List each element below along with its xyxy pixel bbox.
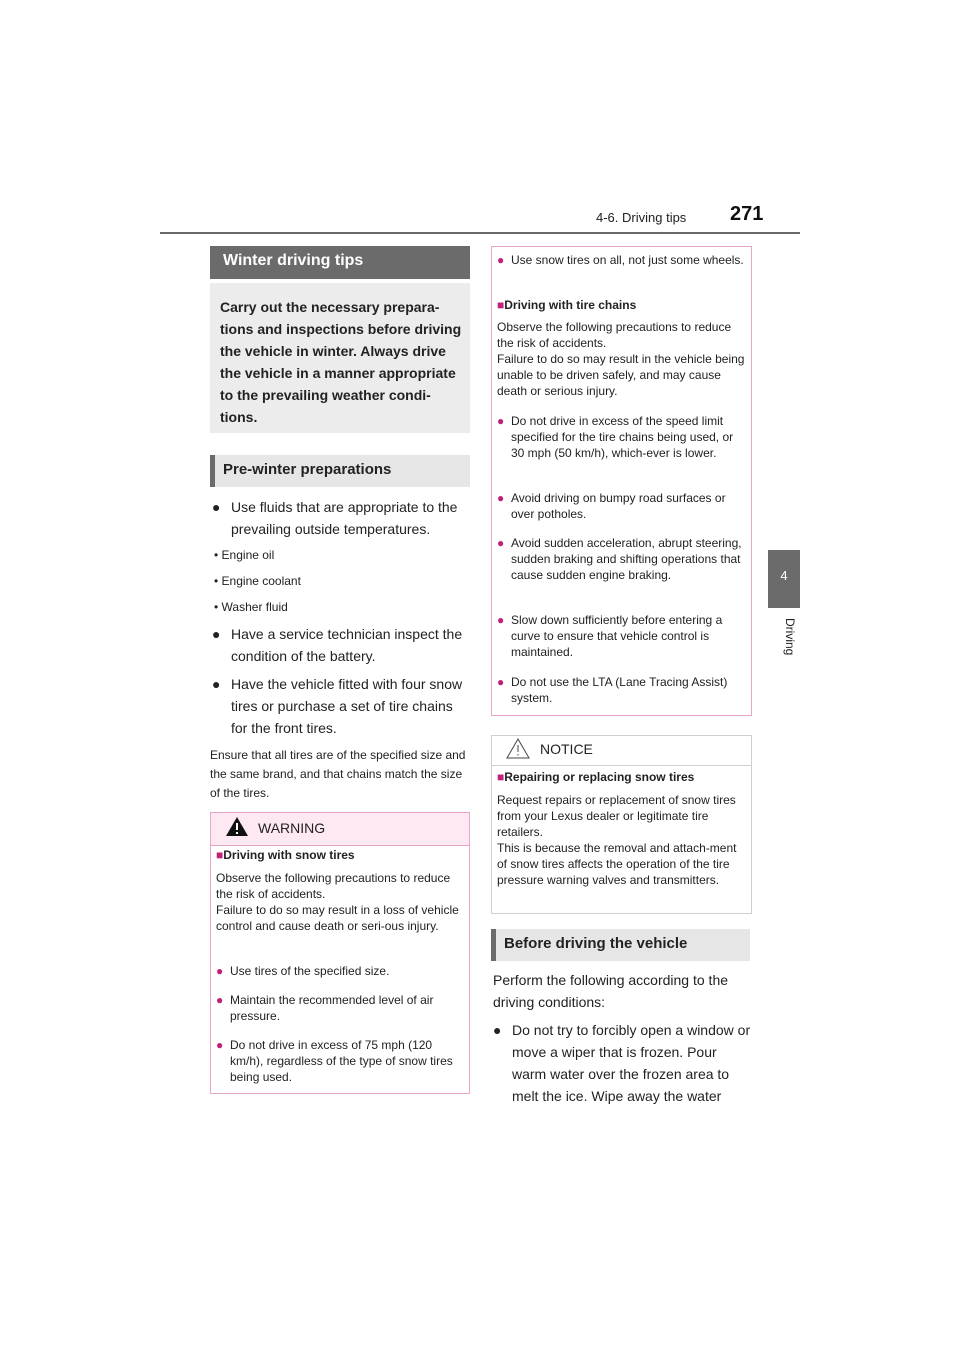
warning-intro: Observe the following precautions to reduce the risk of accidents.	[216, 871, 451, 901]
dot-marker-icon: ●	[497, 613, 505, 627]
warning-consequence: Failure to do so may result in a loss of vehicle control and cause death or seri-ous injury.	[216, 903, 459, 933]
warning-heading: ■Driving with tire chains	[497, 298, 637, 312]
section-bar	[491, 929, 496, 961]
warning-item: ● Use tires of the specified size.	[216, 964, 390, 978]
warning-item: ● Use snow tires on all, not just some wheels.	[497, 253, 744, 267]
section-header: 4-6. Driving tips	[596, 210, 687, 225]
bullet-battery	[212, 623, 472, 667]
section-title-prewinter-text: Pre-winter preparations	[223, 461, 392, 478]
chapter-tab-number: 4	[780, 568, 788, 583]
section-title-prewinter	[210, 455, 470, 487]
warning-item: ● Do not drive in excess of 75 mph (120 km/h), regardless of the type of snow tires being used.	[216, 1038, 453, 1084]
square-marker-icon: ■	[216, 848, 224, 862]
notice-title: NOTICE	[540, 741, 593, 757]
bullet-icon: ●	[493, 1022, 502, 1038]
warning-consequence: Failure to do so may result in the vehicle being unable to be driven safely, and may cause death or serious injury.	[497, 352, 745, 398]
warning-item: ● Avoid sudden acceleration, abrupt steering, sudden braking and shifting operations that cause sudden engine braking.	[497, 536, 742, 582]
header-rule	[160, 232, 800, 234]
warning-heading: ■Driving with snow tires	[216, 848, 355, 862]
dot-marker-icon: ●	[216, 964, 224, 978]
page-number: 271	[730, 203, 764, 225]
notice-text: Request repairs or replacement of snow tires from your Lexus dealer or legitimate tire retailers.	[497, 793, 736, 839]
warning-item: ● Maintain the recommended level of air pressure.	[216, 993, 434, 1023]
square-marker-icon: ■	[497, 770, 505, 784]
bullet-fluids-text: Use fluids that are appropriate to the prevailing outside temperatures.	[231, 499, 458, 537]
dot-marker-icon: ●	[497, 253, 505, 267]
warning-intro: Observe the following precautions to reduce the risk of accidents.	[497, 320, 732, 350]
bullet-snow-tires	[212, 673, 472, 739]
bullet-frozen-text: Do not try to forcibly open a window or move a wiper that is frozen. Pour warm water over the frozen area to melt the ice. Wipe away the water	[512, 1022, 751, 1104]
bullet-icon: ●	[212, 626, 221, 642]
intro-text: Carry out the necessary prepara-tions and inspections before driving the vehicle in winter. Always drive the vehicle in a manner appropriate to the prevailing weather condi-tions.	[220, 299, 462, 425]
list-item: • Engine coolant	[214, 574, 301, 588]
notice-triangle-icon	[506, 737, 530, 764]
bullet-fluids	[212, 496, 472, 540]
section-title-before-driving	[491, 929, 750, 961]
warning-item: ● Do not use the LTA (Lane Tracing Assist) system.	[497, 675, 728, 705]
dot-marker-icon: ●	[497, 675, 505, 689]
warning-title: WARNING	[258, 820, 326, 836]
bullet-icon: ●	[212, 499, 221, 515]
warning-triangle-icon	[225, 815, 249, 842]
list-item: • Engine oil	[214, 548, 275, 562]
dot-marker-icon: ●	[497, 491, 505, 505]
list-item: • Washer fluid	[214, 600, 288, 614]
bullet-snow-tires-text: Have the vehicle fitted with four snow tires or purchase a set of tire chains for the front tires.	[231, 676, 463, 736]
section-title-winter	[210, 246, 470, 279]
bullet-icon: ●	[212, 676, 221, 692]
dot-marker-icon: ●	[216, 1038, 224, 1052]
tire-note: Ensure that all tires are of the specified size and the same brand, and that chains match the size of the tires.	[210, 748, 466, 800]
notice-header	[492, 736, 751, 766]
section-title-before-driving-text: Before driving the vehicle	[504, 935, 688, 952]
perform-text: Perform the following according to the driving conditions:	[493, 972, 729, 1010]
chapter-tab-label: Driving	[783, 618, 797, 656]
warning-header	[211, 813, 469, 846]
bullet-battery-text: Have a service technician inspect the condition of the battery.	[231, 626, 463, 664]
warning-item: ● Avoid driving on bumpy road surfaces or over potholes.	[497, 491, 726, 521]
notice-heading: ■Repairing or replacing snow tires	[497, 770, 695, 784]
dot-marker-icon: ●	[497, 414, 505, 428]
warning-item: ● Slow down sufficiently before entering a curve to ensure that vehicle control is maintained.	[497, 613, 723, 659]
section-bar	[210, 455, 215, 487]
warning-item: ● Do not drive in excess of the speed limit specified for the tire chains being used, or 30 mph (50 km/h), which-ever is lower.	[497, 414, 734, 460]
dot-marker-icon: ●	[216, 993, 224, 1007]
dot-marker-icon: ●	[497, 536, 505, 550]
section-title-winter-text: Winter driving tips	[223, 252, 364, 269]
bullet-frozen	[493, 1019, 751, 1107]
notice-text: This is because the removal and attach-ment of snow tires affects the operation of the tire pressure warning valves and transmitters.	[497, 841, 737, 887]
square-marker-icon: ■	[497, 298, 505, 312]
